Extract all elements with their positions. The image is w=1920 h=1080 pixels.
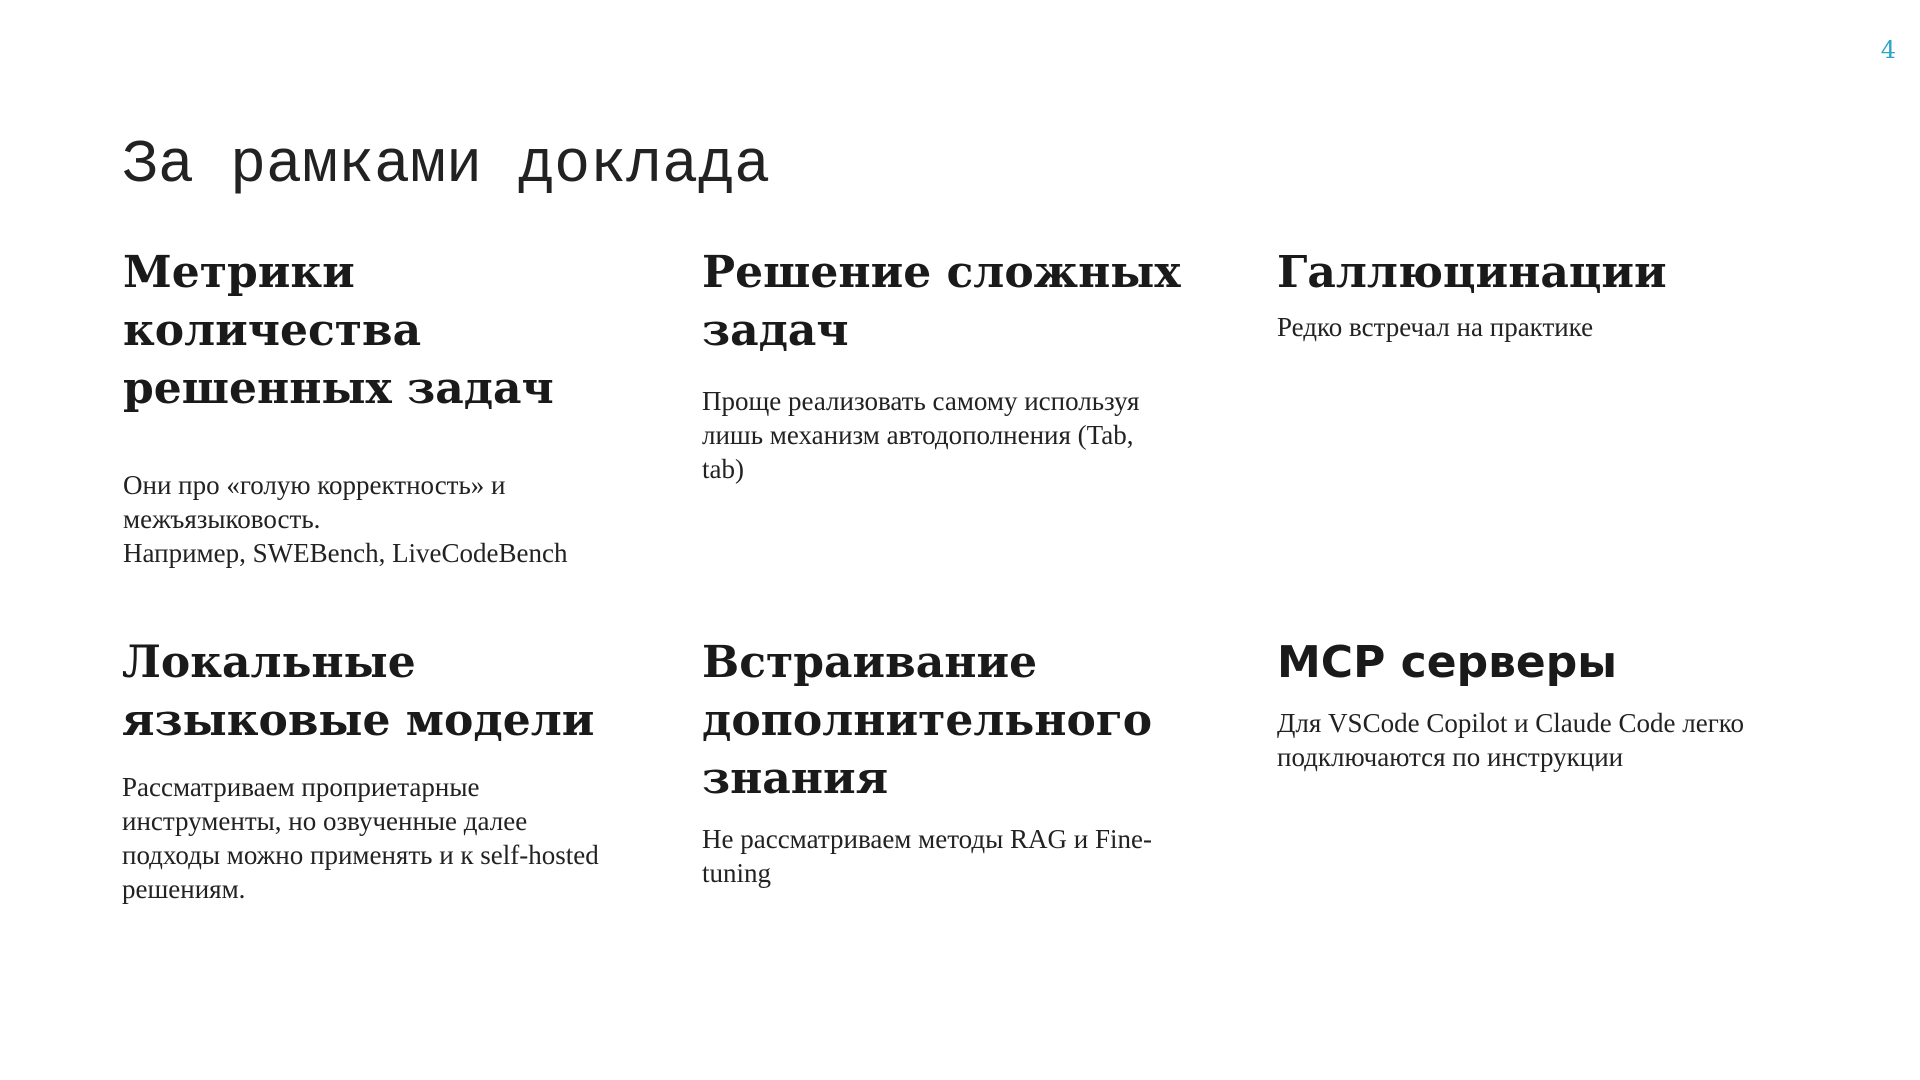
text-line: Рассматриваем проприетарные (122, 772, 480, 802)
card-text (702, 822, 1247, 890)
text-line: решениям. (122, 874, 246, 904)
card-text (1277, 310, 1822, 344)
card-complex-tasks (702, 244, 1247, 486)
heading-line: задач (702, 305, 849, 356)
slide-title: За рамками доклада (122, 132, 771, 200)
heading-line: решенных задач (123, 363, 554, 414)
heading-line: Галлюцинации (1277, 247, 1667, 298)
text-line: tab) (702, 454, 744, 484)
text-line: лишь механизм автодополнения (Tab, (702, 420, 1134, 450)
text-line: Редко встречал на практике (1277, 312, 1594, 342)
card-heading (702, 634, 1247, 808)
card-hallucinations (1277, 244, 1822, 344)
heading-line: Встраивание (702, 637, 1038, 688)
card-solved-tasks-metrics (123, 244, 668, 570)
text-line: Например, SWEBench, LiveCodeBench (123, 538, 568, 568)
card-text (1277, 706, 1837, 774)
heading-line: Локальные (122, 637, 416, 688)
card-heading (1277, 244, 1822, 302)
text-line: Проще реализовать самому используя (702, 386, 1140, 416)
card-text (123, 468, 668, 570)
text-line: Не рассматриваем методы RAG и Fine- (702, 824, 1152, 854)
heading-line: MCP серверы (1277, 637, 1618, 688)
card-knowledge-embedding (702, 634, 1247, 890)
heading-line: Метрики количества (123, 247, 422, 356)
heading-line: Решение сложных (702, 247, 1181, 298)
heading-line: языковые модели (122, 695, 595, 746)
card-text (122, 770, 682, 906)
text-line: tuning (702, 858, 772, 888)
card-mcp-servers (1277, 634, 1837, 774)
card-heading (1277, 634, 1837, 692)
text-line: Для VSCode Copilot и Claude Code легко (1277, 708, 1745, 738)
card-heading (702, 244, 1247, 360)
page-number: 4 (1880, 36, 1896, 64)
card-local-language-models (122, 634, 682, 906)
text-line: межъязыковость. (123, 504, 321, 534)
text-line: Они про «голую корректность» и (123, 470, 506, 500)
card-text (702, 384, 1247, 486)
heading-line: дополнительного (702, 695, 1153, 746)
heading-line: знания (702, 753, 889, 804)
text-line: инструменты, но озвученные далее (122, 806, 528, 836)
card-heading (123, 244, 668, 418)
text-line: подключаются по инструкции (1277, 742, 1624, 772)
text-line: подходы можно применять и к self-hosted (122, 840, 599, 870)
card-heading (122, 634, 682, 750)
